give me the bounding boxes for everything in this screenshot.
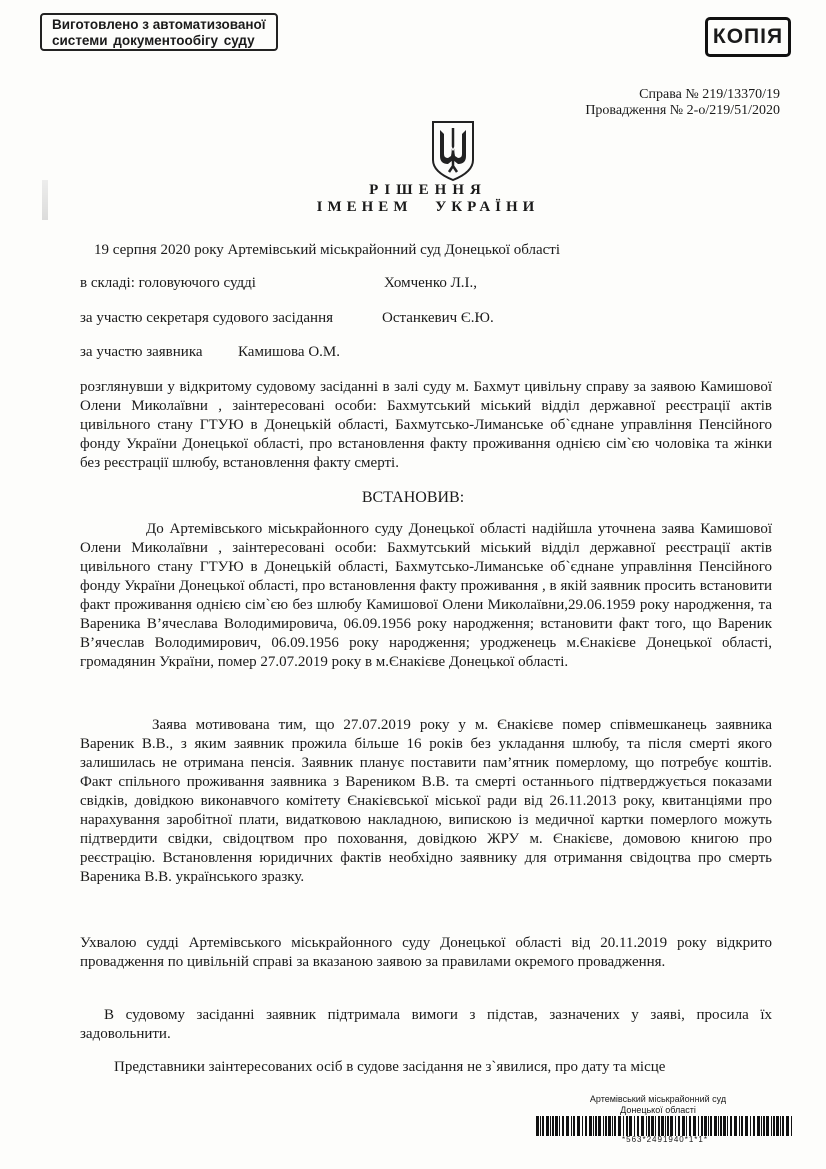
barcode-bar [637, 1116, 639, 1136]
barcode-bar [786, 1116, 789, 1136]
barcode-bar [552, 1116, 554, 1136]
barcode-bar [648, 1116, 650, 1136]
barcode-bar [634, 1116, 635, 1136]
paragraph-application: До Артемівського міськрайонного суду Донецької області надійшла уточнена заява Камишової Олени Миколаївни , заінтересовані особи: Бахмутський міський відділ державної реєстрації актів цивільного стану ГТУЮ в Донецькій області, Бахмутсько-Лиманське об`єднане управління Пенсійного фонду України Донецької області, про встановлення факту проживання , в якій заявник просить встановити факт проживання однією сім`єю без шлюбу Камишової Олени Миколаївни,29.06.1959 року народження, та Вареника В’ячеслава Володимировича, 06.09.1956 року народження; встановити факт того, що Вареник В’ячеслав Володимирович, 06.09.1956 року народження; уродженець м.Єнакієве Донецької області, громадянин України, помер 27.07.2019 року в м.Єнакієве Донецької області. [80, 521, 772, 670]
barcode-bar [678, 1116, 680, 1136]
barcode-bar [623, 1116, 624, 1136]
barcode-bar [675, 1116, 676, 1136]
barcode-bar [698, 1116, 699, 1136]
barcode-number: *563*2491940*1*1* [622, 1135, 708, 1144]
barcode-bar [598, 1116, 601, 1136]
barcode-bar [593, 1116, 594, 1136]
barcode-bar [782, 1116, 784, 1136]
barcode-bar [763, 1116, 765, 1136]
barcode-bar [718, 1116, 719, 1136]
barcode-bar [741, 1116, 743, 1136]
barcode-bar [651, 1116, 654, 1136]
case-numbers [585, 87, 780, 119]
barcode-bar [655, 1116, 656, 1136]
barcode-bar [753, 1116, 755, 1136]
barcode-bar [686, 1116, 687, 1136]
paragraph-ruling: Ухвалою судді Артемівського міськрайонного суду Донецької області від 20.11.2019 року відкрито провадження по цивільній справі за вказаною заявою за правилами окремого провадження. [80, 935, 772, 970]
section-heading: ВСТАНОВИВ: [361, 489, 465, 506]
barcode-bar [773, 1116, 775, 1136]
barcode-bar [582, 1116, 583, 1136]
case-number: Справа № 219/13370/19 [639, 87, 780, 102]
barcode-bar [689, 1116, 691, 1136]
barcode-bar [577, 1116, 580, 1136]
court-footer-line-2: Донецької області [620, 1105, 696, 1115]
barcode-bar [595, 1116, 597, 1136]
court-footer-line-1: Артемівський міськрайонний суд [589, 1094, 727, 1104]
barcode-bar [720, 1116, 722, 1136]
barcode-bar [780, 1116, 781, 1136]
barcode-bar [614, 1116, 616, 1136]
judge-name: Хомченко Л.І., [384, 275, 478, 291]
barcode-bar [761, 1116, 762, 1136]
barcode-bar [550, 1116, 551, 1136]
barcode-bar [723, 1116, 726, 1136]
automation-stamp [40, 13, 278, 51]
barcode-bar [730, 1116, 732, 1136]
barcode-bar [750, 1116, 751, 1136]
barcode [536, 1116, 794, 1136]
paragraph-hearing: В судовому засіданні заявник підтримала вимоги з підстав, зазначених у заяві, просила їх задовольнити. [80, 1007, 772, 1042]
proceeding-number: Провадження № 2-о/219/51/2020 [585, 103, 780, 118]
secretary-name: Останкевич Є.Ю. [382, 310, 494, 326]
applicant-name: Камишова О.М. [238, 344, 340, 360]
barcode-bar [555, 1116, 558, 1136]
barcode-bar [667, 1116, 669, 1136]
barcode-bar [771, 1116, 772, 1136]
barcode-bar [562, 1116, 564, 1136]
barcode-bar [658, 1116, 660, 1136]
barcode-bar [708, 1116, 709, 1136]
copy-stamp: КОПІЯ [705, 17, 791, 57]
barcode-bar [546, 1116, 549, 1136]
composition-label: в складі: головуючого судді [80, 275, 256, 291]
barcode-bar [571, 1116, 572, 1136]
barcode-bar [608, 1116, 611, 1136]
barcode-bar [766, 1116, 769, 1136]
barcode-bar [629, 1116, 632, 1136]
barcode-bar [734, 1116, 737, 1136]
barcode-bar [745, 1116, 748, 1136]
barcode-bar [559, 1116, 560, 1136]
barcode-bar [757, 1116, 760, 1136]
barcode-bar [603, 1116, 604, 1136]
paragraph-considered: розглянувши у відкритому судовому засіданні в залі суду м. Бахмут цивільну справу за заявою Камишової Олени Миколаївни , заінтересовані особи: Бахмутський міський відділ державної реєстрації актів цивільного стану ГТУЮ в Донецькій області, Бахмутсько-Лиманське об`єднане управління Пенсійного фонду України Донецької області, про встановлення факту проживання однією сім`єю чоловіка та жінки без реєстрації шлюбу, встановлення факту смерті. [80, 379, 772, 471]
date-line: 19 серпня 2020 року Артемівський міськрайонний суд Донецької області [94, 242, 561, 258]
barcode-bar [776, 1116, 779, 1136]
barcode-bar [682, 1116, 685, 1136]
barcode-bar [791, 1116, 792, 1136]
paragraph-representatives: Представники заінтересованих осіб в судове засідання не з`явилися, про дату та місце [114, 1059, 666, 1075]
paragraph-motivation: Заява мотивована тим, що 27.07.2019 року у м. Єнакієве помер співмешканець заявника Вареник В.В., з яким заявник прожила більше 16 років без укладання шлюбу, та після смерті якого залишилась не отримана пенсія. Заявник планує поставити пам’ятник померлому, що потребує коштів. Факт спільного проживання заявника з Вареником В.В. та смерті останнього підтверджується показами свідків, довідкою виконавчого комітету Єнакієвської міської ради від 26.11.2013 року, квитанціями про нарахування заробітної плати, видатковою накладною, випискою із медичної картки померлого можуть підтвердити свідки, свідоцтвом про поховання, довідкою ЖРУ м. Єнакієве, домовою книгою про реєстрацію. Встановлення юридичних фактів необхідно заявнику для отримання свідоцтва про смерть Вареника В.В. українського зразку. [80, 717, 772, 885]
barcode-bar [693, 1116, 696, 1136]
court-footer [588, 1094, 728, 1116]
barcode-bar [585, 1116, 587, 1136]
barcode-bar [626, 1116, 628, 1136]
secretary-label: за участю секретаря судового засідання [80, 310, 334, 326]
barcode-bar [542, 1116, 544, 1136]
barcode-bar [704, 1116, 707, 1136]
applicant-label: за участю заявника [80, 344, 203, 360]
stamp-line-2: системи документообігу суду [52, 33, 255, 48]
barcode-bar [670, 1116, 673, 1136]
barcode-bar [665, 1116, 666, 1136]
barcode-bar [589, 1116, 592, 1136]
barcode-bar [540, 1116, 541, 1136]
barcode-bar [566, 1116, 569, 1136]
barcode-bar [739, 1116, 740, 1136]
barcode-bar [710, 1116, 712, 1136]
barcode-bar [612, 1116, 613, 1136]
barcode-bar [641, 1116, 644, 1136]
barcode-bar [714, 1116, 717, 1136]
in-the-name-of-ukraine: ІМЕНЕМ УКРАЇНИ [316, 199, 540, 215]
barcode-bar [573, 1116, 575, 1136]
stamp-line-1: Виготовлено з автоматизованої [52, 17, 266, 32]
barcode-bar [536, 1116, 539, 1136]
trident-emblem-icon [430, 120, 476, 182]
barcode-bar [727, 1116, 728, 1136]
barcode-bar [605, 1116, 607, 1136]
barcode-bar [661, 1116, 664, 1136]
barcode-bar [618, 1116, 621, 1136]
decision-title: РІШЕННЯ [369, 182, 487, 198]
barcode-bar [701, 1116, 703, 1136]
barcode-bar [646, 1116, 647, 1136]
